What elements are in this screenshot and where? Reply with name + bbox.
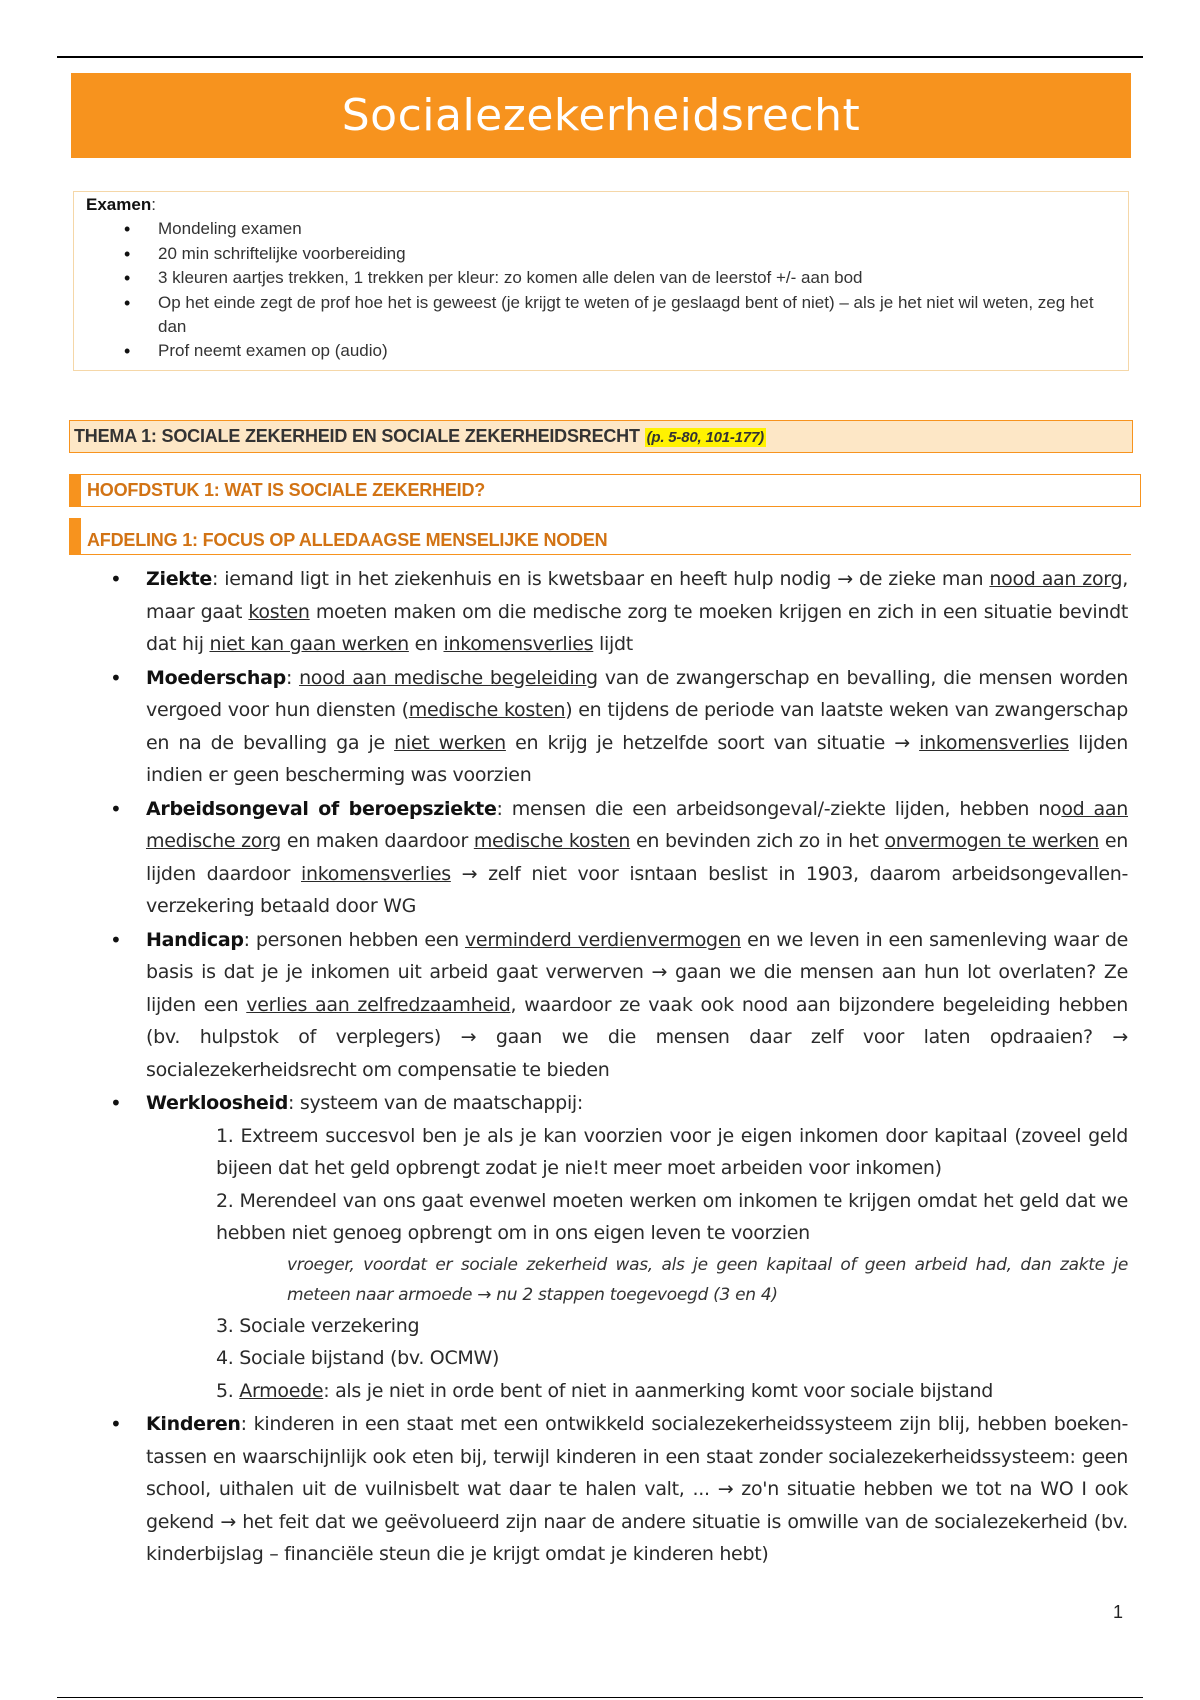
underlined-text: nood aan medische begeleiding [299, 666, 598, 689]
text: , waardoor ze vaak ook nood aan bijzondere begeleiding hebben (bv. hulpstok of verplegers) → gaan we die mensen daar zelf voor laten opdraaien? → socialezekerheidsrecht om compensatie te bieden [146, 993, 1128, 1081]
text: : als je niet in orde bent of niet in aanmerking komt voor sociale bijstand [323, 1379, 993, 1402]
text: 5. [216, 1379, 240, 1402]
text: en maken daardoor [281, 830, 474, 852]
underlined-text: Armoede [239, 1379, 324, 1402]
term: Werkloosheid [146, 1092, 289, 1114]
exam-item: • Prof neemt examen op (audio) [86, 339, 1116, 364]
text: , maar gaat [146, 568, 1128, 623]
main-content [110, 563, 1128, 1572]
term: Handicap [146, 928, 244, 951]
text: en krijg je hetzelfde soort van situatie → [505, 731, 920, 754]
document-title: Socialezekerheidsrecht [71, 73, 1131, 158]
text: → zelf niet voor isntaan beslist in 1903, daarom arbeidsongevallen-verzekering betaald door WG [146, 862, 1129, 917]
underlined-text: inkomensverlies [919, 731, 1069, 754]
underlined-text: nood aan zorg [989, 568, 1123, 590]
list-item-moederschap [110, 662, 1128, 792]
text: en [408, 633, 444, 655]
theme-heading [69, 420, 1133, 453]
section-heading: AFDELING 1: FOCUS OP ALLEDAAGSE MENSELIJKE NODEN [69, 518, 1131, 555]
numbered-item: 3. Sociale verzekering [216, 1314, 420, 1337]
underlined-text: niet werken [394, 731, 506, 754]
theme-title: THEMA 1: SOCIALE ZEKERHEID EN SOCIALE ZEKERHEIDSRECHT [74, 426, 640, 446]
text: : [285, 666, 300, 689]
text: lijdt [593, 633, 633, 655]
underlined-text: medische kosten [408, 699, 566, 721]
exam-item: • Mondeling examen [86, 217, 1116, 242]
numbered-item: 2. Merendeel van ons gaat evenwel moeten werken om inkomen te krijgen omdat het geld dat we hebben niet genoeg opbrengt om in ons eigen leven te voorzien [216, 1189, 1128, 1244]
exam-label: Examen [86, 195, 152, 214]
text: : mensen die een arbeidsongeval/-ziekte lijden, hebben no [496, 797, 1062, 820]
list-item-werkloosheid [110, 1087, 1128, 1407]
text: en lijden daardoor [146, 830, 1129, 885]
exam-list [86, 217, 1116, 363]
exam-item: • 20 min schriftelijke voorbereiding [86, 242, 1116, 267]
list-item-handicap [110, 924, 1128, 1087]
text: : personen hebben een [243, 928, 465, 951]
underlined-text: od aan medische zorg [146, 797, 1128, 852]
underlined-text: kosten [248, 600, 310, 623]
underlined-text: niet kan gaan werken [209, 633, 409, 655]
needs-list [110, 563, 1128, 1571]
text: en bevinden zich zo in het [630, 830, 885, 852]
list-item-arbeidsongeval [110, 793, 1128, 923]
term: Moederschap [146, 666, 286, 689]
exam-item: • Op het einde zegt de prof hoe het is geweest (je krijgt te weten of je geslaagd bent of niet) – als je het niet wil weten, zeg het dan [86, 291, 1116, 339]
underlined-text: verminderd verdienvermogen [464, 928, 741, 951]
chapter-heading: HOOFDSTUK 1: WAT IS SOCIALE ZEKERHEID? [69, 474, 1141, 507]
underlined-text: onvermogen te werken [884, 830, 1100, 852]
text: : systeem van de maatschappij: [288, 1092, 584, 1114]
term: Kinderen [146, 1413, 241, 1435]
text: en we leven in een samenleving waar de basis is dat je je inkomen uit arbeid gaat verwerven → gaan we die mensen aan hun lot overlaten? Ze lijden een [146, 928, 1128, 1016]
theme-pages-highlight: (p. 5-80, 101-177) [646, 429, 764, 446]
text: ) en tijdens de periode van laatste weken van zwangerschap en na de bevalling ga je [146, 699, 1129, 754]
numbered-item [216, 1375, 1128, 1408]
exam-heading: Examen: [86, 195, 156, 214]
underlined-text: medische kosten [473, 830, 631, 852]
text: moeten maken om die medische zorg te moeken krijgen en zich in een situatie bevindt dat hij [146, 600, 1128, 655]
term: Arbeidsongeval of beroepsziekte [146, 797, 497, 820]
text: : iemand ligt in het ziekenhuis en is kwetsbaar en heeft hulp nodig → de zieke man [211, 568, 990, 590]
underlined-text: verlies aan zelfredzaamheid [246, 993, 511, 1016]
text: : kinderen in een staat met een ontwikkeld socialezekerheidssysteem zijn blij, hebben boeken-tassen en waarschijnlijk ook eten bij, terwijl kinderen in een staat zonder socialezekerheidssysteem: geen school, uithalen uit de vuilnisbelt wat daar te halen valt, ... → zo'n situatie hebben we tot na WO I ook gekend → het feit dat we geëvolueerd zijn naar de andere situatie is omwille van de socialezekerheid (bv. kinderbijslag – financiële steun die je krijgt omdat je kinderen hebt) [146, 1413, 1128, 1565]
page-number: 1 [1113, 1602, 1124, 1622]
text: van de zwangerschap en bevalling, die mensen worden vergoed voor hun diensten ( [146, 666, 1128, 721]
numbered-item: 1. Extreem succesvol ben je als je kan voorzien voor je eigen inkomen door kapitaal (zoveel geld bijeen dat het geld opbrengt zodat je nie!t meer moet arbeiden voor inkomen) [216, 1124, 1128, 1179]
text: lijden indien er geen bescherming was voorzien [146, 731, 1128, 786]
term: Ziekte [146, 568, 212, 590]
exam-info-box [73, 191, 1129, 371]
list-item-ziekte [110, 563, 1128, 661]
underlined-text: inkomensverlies [443, 633, 594, 655]
italic-note: vroeger, voordat er sociale zekerheid was, als je geen kapitaal of geen arbeid had, dan zakte je meteen naar armoede → nu 2 stappen toegevoegd (3 en 4) [287, 1254, 1128, 1305]
top-rule [57, 56, 1143, 58]
exam-item: • 3 kleuren aartjes trekken, 1 trekken per kleur: zo komen alle delen van de leerstof +/- aan bod [86, 266, 1116, 291]
numbered-list [146, 1120, 1128, 1408]
bottom-rule [57, 1697, 1143, 1698]
underlined-text: inkomensverlies [301, 862, 451, 885]
numbered-item: 4. Sociale bijstand (bv. OCMW) [216, 1347, 500, 1369]
list-item-kinderen [110, 1408, 1128, 1571]
